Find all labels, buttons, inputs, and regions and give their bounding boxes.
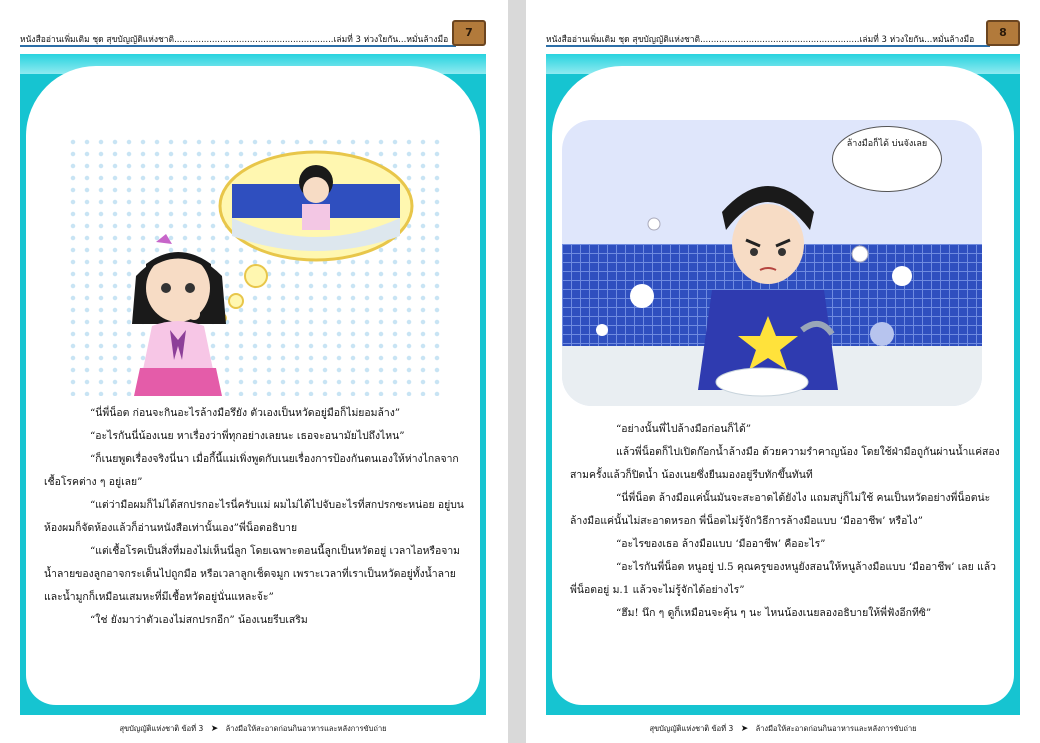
page-header [546,28,1020,46]
paragraph: “อย่างนั้นพี่ไปล้างมือก่อนก็ได้” [616,423,752,435]
page-footer [526,723,1040,735]
illustration-girl-thinking [66,136,446,396]
paragraph: “แต่เชื้อโรคเป็นสิ่งที่มองไม่เห็นนี่ลูก โดยเฉพาะตอนนี้ลูกเป็นหวัดอยู่ เวลาไอหรือจามน้ำลายของลูกอาจกระเด็นไปถูกมือ หรือเวลาลูกเช็ดจมูก เพราะเวลาที่เราเป็นหวัดอยู่ทั้งน้ำลายและน้ำมูกก็เหมือนเสมหะที่มีเชื้อหวัดอยู่นั่นแหละจ้ะ” [44,545,461,603]
page-footer [0,723,506,735]
illustration-boy-washing-hands [562,120,982,406]
paragraph: “อะไรกันนี่น้องเนย หาเรื่องว่าพี่ทุกอย่างเลยนะ เธอจะอนามัยไปถึงไหน” [90,430,405,442]
page-number-tab: 7 [452,20,486,46]
arrow-icon: ➤ [740,724,749,734]
footer-label: สุขบัญญัติแห่งชาติ ข้อที่ 3 [649,724,734,733]
page-header [20,28,486,46]
paragraph: “นี่พี่น็อต ก่อนจะกินอะไรล้างมือรึยัง ตัวเองเป็นหวัดอยู่มือก็ไม่ยอมล้าง” [90,407,401,419]
left-page [0,0,506,743]
paragraph: “แต่ว่ามือผมก็ไม่ได้สกปรกอะไรนี่ครับแม่ ผมไม่ได้ไปจับอะไรที่สกปรกซะหน่อย อยู่บนห้องผมก็จัดห้องแล้วก็อ่านหนังสือเท่านั้นเอง”พี่น็อตอธิบาย [44,499,464,534]
paragraph: แล้วพี่น็อตก็ไปเปิดก๊อกน้ำล้างมือ ด้วยความรำคาญน้อง โดยใช้ฝ่ามือถูกันผ่านน้ำแค่สองสามครั้งแล้วก็ปิดน้ำ น้องเนยซึ่งยืนมองอยู่รีบทักขึ้นทันที [570,446,1000,481]
arrow-icon: ➤ [210,724,219,734]
story-text [570,418,1000,625]
header-title: หนังสืออ่านเพิ่มเติม ชุด สุขบัญญัติแห่งชาติ...........................................................เล่มที่ 3 ห่วงใยกัน...หมั่นล้างมือ [20,35,449,45]
page-content [26,66,480,705]
speech-bubble: ล้างมือก็ได้ บ่นจังเลย [832,126,942,192]
page-gutter [508,0,526,743]
paragraph: “อะไรกันพี่น็อต หนูอยู่ ป.5 คุณครูของหนูยังสอนให้หนูล้างมือแบบ ‘มืออาชีพ’ เลย แล้วพี่น็อตอยู่ ม.1 แล้วจะไม่รู้จักได้อย่างไร” [570,561,996,596]
footer-subtitle: ล้างมือให้สะอาดก่อนกินอาหารและหลังการขับถ่าย [755,724,917,733]
header-rule [20,45,456,47]
footer-label: สุขบัญญัติแห่งชาติ ข้อที่ 3 [119,724,204,733]
girl-drawing [66,136,446,396]
page-frame [20,54,486,715]
right-page [526,0,1040,743]
paragraph: “นี่พี่น็อต ล้างมือแค่นั้นมันจะสะอาดได้ยังไง แถมสบู่ก็ไม่ใช้ คนเป็นหวัดอย่างพี่น็อตน่ะล้างมือแค่นั้นไม่สะอาดหรอก พี่น็อตไม่รู้จักวิธีการล้างมือแบบ ‘มืออาชีพ’ หรือไง” [570,492,991,527]
paragraph: “ใช่ ยังมาว่าตัวเองไม่สกปรกอีก” น้องเนยรีบเสริม [90,614,308,626]
page-number-tab: 8 [986,20,1020,46]
page-content [552,66,1014,705]
paragraph: “ก็เนยพูดเรื่องจริงนี่นา เมื่อกี้นี้แม่เพิ่งพูดกับเนยเรื่องการป้องกันตนเองให้ห่างไกลจากเชื้อโรคต่าง ๆ อยู่เลย” [44,453,459,488]
paragraph: “ฮึม! นึก ๆ ดูก็เหมือนจะคุ้น ๆ นะ ไหนน้องเนยลองอธิบายให้พี่ฟังอีกทีซิ” [616,607,932,619]
header-title: หนังสืออ่านเพิ่มเติม ชุด สุขบัญญัติแห่งชาติ...........................................................เล่มที่ 3 ห่วงใยกัน...หมั่นล้างมือ [546,35,975,45]
page-frame [546,54,1020,715]
footer-subtitle: ล้างมือให้สะอาดก่อนกินอาหารและหลังการขับถ่าย [225,724,387,733]
paragraph: “อะไรของเธอ ล้างมือแบบ ‘มืออาชีพ’ คืออะไร” [616,538,826,550]
header-rule [546,45,990,47]
story-text [44,402,466,632]
